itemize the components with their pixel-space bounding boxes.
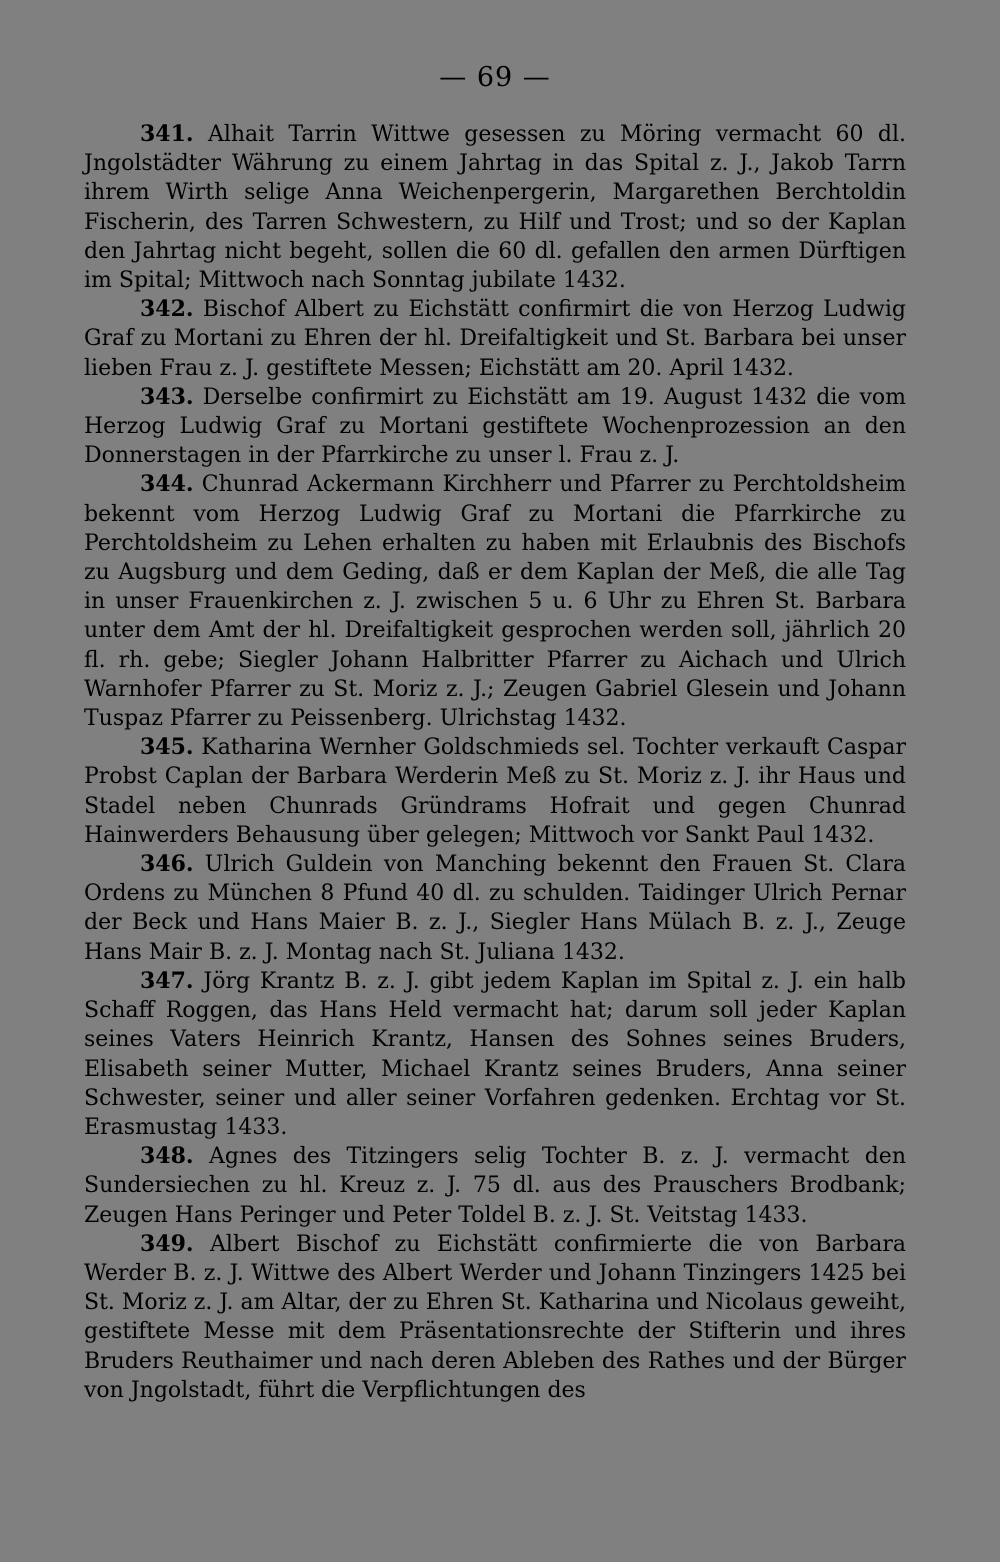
entry-344 — [84, 470, 906, 733]
document-page — [84, 0, 906, 1562]
entry-text: Katharina Wernher Goldschmieds sel. Tochter verkauft Caspar Probst Caplan der Barbara Werderin Meß zu St. Moriz z. J. ihr Haus und Stadel neben Chunrads Gründrams Hofrait und gegen Chunrad Hainwerders Behausung über gelegen; Mittwoch vor Sankt Paul 1432. — [84, 735, 906, 848]
entry-347 — [84, 967, 906, 1142]
entry-number: 347. — [140, 967, 194, 994]
entry-text: Alhait Tarrin Wittwe gesessen zu Möring vermacht 60 dl. Jngolstädter Währung zu einem Jahrtag in das Spital z. J., Jakob Tarrn ihrem Wirth selige Anna Weichenpergerin, Margarethen Berchtoldin Fischerin, des Tarren Schwestern, zu Hilf und Trost; und so der Kaplan den Jahrtag nicht begeht, sollen die 60 dl. gefallen den armen Dürftigen im Spital; Mittwoch nach Sonntag jubilate 1432. — [84, 122, 906, 294]
entry-number: 343. — [140, 383, 194, 410]
entry-number: 341. — [140, 121, 194, 147]
entry-number: 344. — [140, 471, 194, 498]
entry-342 — [84, 295, 906, 383]
document-body — [84, 120, 906, 1405]
entry-text: Derselbe confirmirt zu Eichstätt am 19. August 1432 die vom Herzog Ludwig Graf zu Mortani gestiftete Wochenprozession an den Donnerstagen in der Pfarrkirche zu unser l. Frau z. J. — [84, 384, 906, 469]
entry-348 — [84, 1142, 906, 1230]
entry-text: Ulrich Guldein von Manching bekennt den Frauen St. Clara Ordens zu München 8 Pfund 40 dl. zu schulden. Taidinger Ulrich Pernar der Beck und Hans Maier B. z. J., Siegler Hans Mülach B. z. J., Zeuge Hans Mair B. z. J. Montag nach St. Juliana 1432. — [84, 852, 906, 965]
entry-number: 345. — [140, 734, 194, 761]
entry-346 — [84, 850, 906, 967]
entry-text: Bischof Albert zu Eichstätt confirmirt die von Herzog Ludwig Graf zu Mortani zu Ehren der hl. Dreifaltigkeit und St. Barbara bei unser lieben Frau z. J. gestiftete Messen; Eichstätt am 20. April 1432. — [84, 297, 906, 381]
entry-text: Agnes des Titzingers selig Tochter B. z. J. vermacht den Sundersiechen zu hl. Kreuz z. J. 75 dl. aus des Prauschers Brodbank; Zeugen Hans Peringer und Peter Toldel B. z. J. St. Veitstag 1433. — [84, 1144, 906, 1228]
entry-349 — [84, 1230, 906, 1405]
entry-text: Jörg Krantz B. z. J. gibt jedem Kaplan im Spital z. J. ein halb Schaff Roggen, das Hans Held vermacht hat; darum soll jeder Kaplan seines Vaters Heinrich Krantz, Hansen des Sohnes seines Bruders, Elisabeth seiner Mutter, Michael Krantz seines Bruders, Anna seiner Schwester, seiner und aller seiner Vorfahren gedenken. Erchtag vor St. Erasmustag 1433. — [84, 968, 907, 1140]
entry-number: 348. — [140, 1143, 194, 1170]
page-number: — 69 — — [439, 62, 551, 93]
entry-text: Albert Bischof zu Eichstätt confirmierte die von Barbara Werder B. z. J. Wittwe des Albert Werder und Johann Tinzingers 1425 bei St. Moriz z. J. am Altar, der zu Ehren St. Katharina und Nicolaus geweiht, gestiftete Messe mit dem Präsentationsrechte der Stifterin und ihres Bruders Reuthaimer und nach deren Ableben des Rathes und der Bürger von Jngolstadt, führt die Verpflichtungen des — [84, 1231, 906, 1403]
entry-343 — [84, 383, 906, 471]
entry-number: 346. — [140, 851, 194, 878]
entry-number: 349. — [140, 1230, 194, 1257]
entry-text: Chunrad Ackermann Kirchherr und Pfarrer zu Perchtoldsheim bekennt vom Herzog Ludwig Graf zu Mortani die Pfarrkirche zu Perchtoldsheim zu Lehen erhalten zu haben mit Erlaubnis des Bischofs zu Augsburg und dem Geding, daß er dem Kaplan der Meß, die alle Tag in unser Frauenkirchen z. J. zwischen 5 u. 6 Uhr zu Ehren St. Barbara unter dem Amt der hl. Dreifaltigkeit gesprochen werden soll, jährlich 20 fl. rh. gebe; Siegler Johann Halbritter Pfarrer zu Aichach und Ulrich Warnhofer Pfarrer zu St. Moriz z. J.; Zeugen Gabriel Glesein und Johann Tuspaz Pfarrer zu Peissenberg. Ulrichstag 1432. — [84, 472, 907, 732]
entry-341 — [84, 120, 906, 295]
entry-number: 342. — [140, 296, 194, 323]
entry-345 — [84, 733, 906, 850]
